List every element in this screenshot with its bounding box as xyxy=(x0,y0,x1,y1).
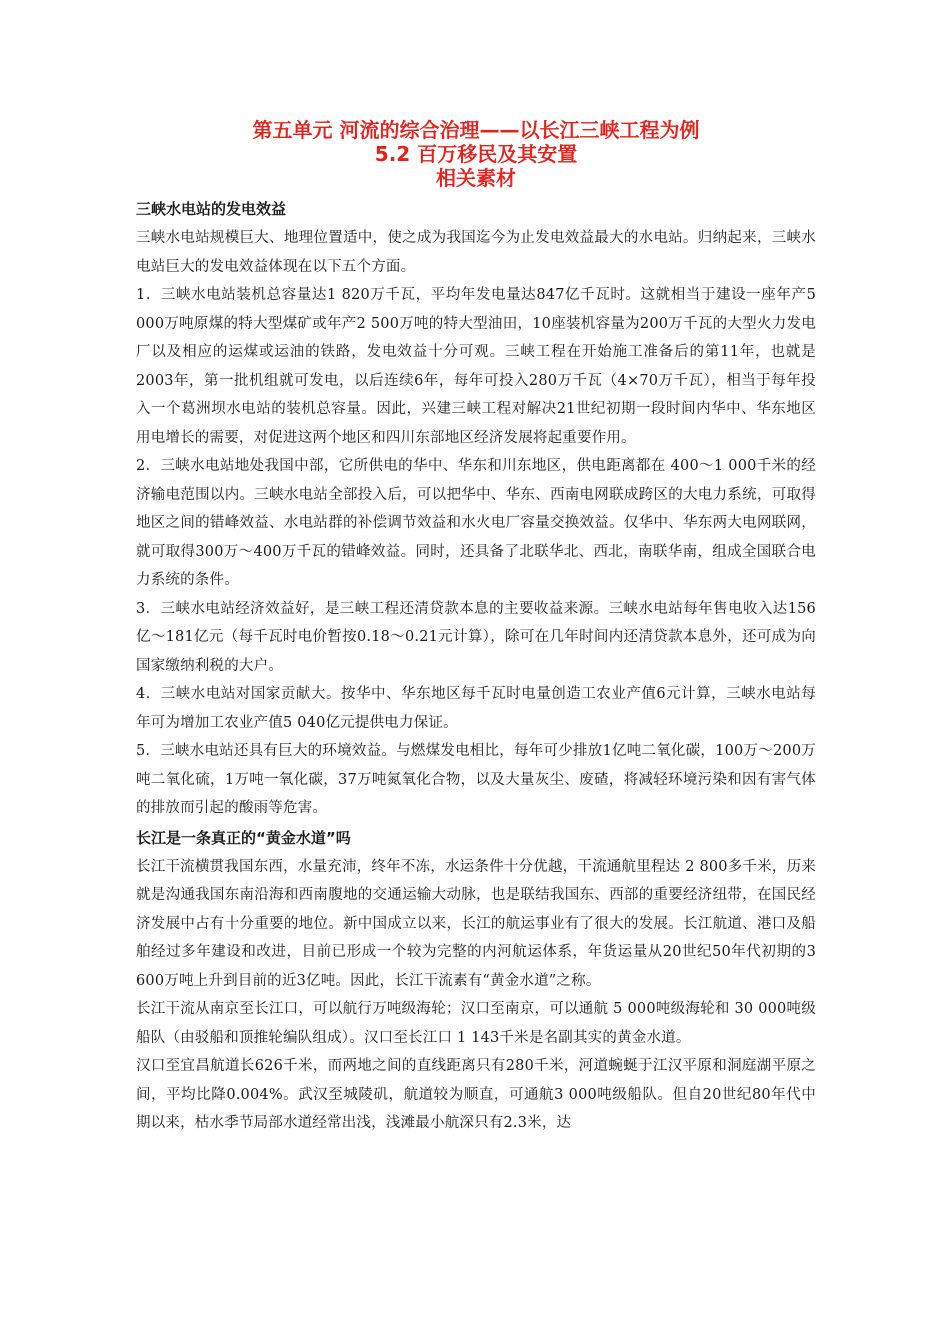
paragraph: 4．三峡水电站对国家贡献大。按华中、华东地区每千瓦时电量创造工农业产值6元计算，三峡水电站每年可为增加工农业产值5 040亿元提供电力保证。 xyxy=(136,686,816,731)
document-title xyxy=(136,118,816,190)
section-heading-golden-waterway: 长江是一条真正的“黄金水道”吗 xyxy=(136,828,351,847)
paragraph: 汉口至宜昌航道长626千米，而两地之间的直线距离只有280千米，河道蜿蜒于江汉平原和洞庭湖平原之间，平均比降0.004%。武汉至城陵矶，航道较为顺直，可通航3 000吨级船队。但自20世纪80年代中期以来，枯水季节局部水道经常出浅，浅滩最小航深只有2.3米，达 xyxy=(136,1058,816,1131)
paragraph: 长江干流横贯我国东西，水量充沛，终年不冻，水运条件十分优越，干流通航里程达 2 800多千米，历来就是沟通我国东南沿海和西南腹地的交通运输大动脉，也是联结我国东、西部的重要经济纽带，在国民经济发展中占有十分重要的地位。新中国成立以来，长江的航运事业有了很大的发展。长江航道、港口及船舶经过多年建设和改进，目前已形成一个较为完整的内河航运体系，年货运量从20世纪50年代初期的3 600万吨上升到目前的近3亿吨。因此，长江干流素有“黄金水道”之称。 xyxy=(136,858,816,989)
paragraph: 2．三峡水电站地处我国中部，它所供电的华中、华东和川东地区，供电距离都在 400～1 000千米的经济输电范围以内。三峡水电站全部投入后，可以把华中、华东、西南电网联成跨区的大电力系统，可取得地区之间的错峰效益、水电站群的补偿调节效益和水火电厂容量交换效益。仅华中、华东两大电网联网，就可取得300万～400万千瓦的错峰效益。同时，还具备了北联华北、西北，南联华南，组成全国联合电力系统的条件。 xyxy=(136,458,816,588)
paragraph: 3．三峡水电站经济效益好，是三峡工程还清贷款本息的主要收益来源。三峡水电站每年售电收入达156亿～181亿元（每千瓦时电价暂按0.18～0.21元计算），除可在几年时间内还清贷款本息外，还可成为向国家缴纳利税的大户。 xyxy=(136,600,816,674)
title-unit: 第五单元 河流的综合治理——以长江三峡工程为例 xyxy=(252,118,700,142)
title-materials: 相关素材 xyxy=(436,166,516,190)
paragraph: 三峡水电站规模巨大、地理位置适中，使之成为我国迄今为止发电效益最大的水电站。归纳起来，三峡水电站巨大的发电效益体现在以下五个方面。 xyxy=(136,230,816,275)
document-page xyxy=(136,118,816,1138)
paragraph: 长江干流从南京至长江口，可以航行万吨级海轮；汉口至南京，可以通航 5 000吨级海轮和 30 000吨级船队（由驳船和顶推轮编队组成）。汉口至长江口 1 143千米是名副其实的黄金水道。 xyxy=(136,1001,816,1046)
section-heading-power-benefit: 三峡水电站的发电效益 xyxy=(136,200,287,218)
paragraph: 1．三峡水电站装机总容量达1 820万千瓦，平均年发电量达847亿千瓦时。这就相当于建设一座年产5 000万吨原煤的特大型煤矿或年产2 500万吨的特大型油田，10座装机容量为200万千瓦的大型火力发电厂以及相应的运煤或运油的铁路，发电效益十分可观。三峡工程在开始施工准备后的第11年，也就是2003年，第一批机组就可发电，以后连续6年，每年可投入280万千瓦（4×70万千瓦），相当于每年投入一个葛洲坝水电站的装机总容量。因此，兴建三峡工程对解决21世纪初期一段时间内华中、华东地区用电增长的需要，对促进这两个地区和四川东部地区经济发展将起重要作用。 xyxy=(136,287,816,446)
title-lesson: 5.2 百万移民及其安置 xyxy=(374,142,578,166)
paragraph: 5．三峡水电站还具有巨大的环境效益。与燃煤发电相比，每年可少排放1亿吨二氧化碳，100万～200万吨二氧化硫，1万吨一氧化碳，37万吨氮氧化合物，以及大量灰尘、废碴，将减轻环境污染和因有害气体的排放而引起的酸雨等危害。 xyxy=(136,743,816,816)
